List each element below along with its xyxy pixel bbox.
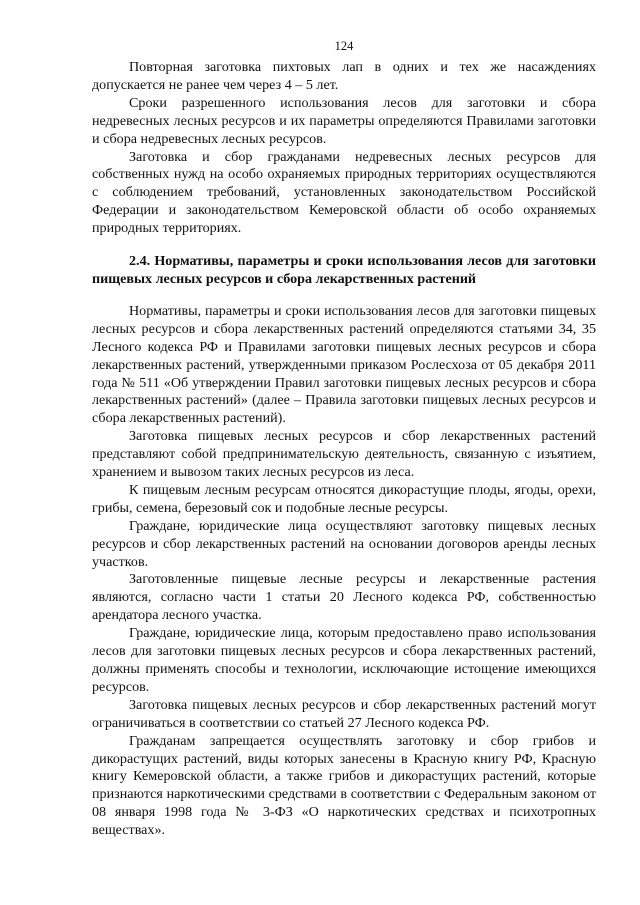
paragraph: К пищевым лесным ресурсам относятся дикорастущие плоды, ягоды, орехи, грибы, семена, березовый сок и подобные лесные ресурсы. [92, 481, 596, 516]
paragraph: Гражданам запрещается осуществлять заготовку и сбор грибов и дикорастущих растений, виды которых занесены в Красную книгу РФ, Красную книгу Кемеровской области, а также грибов и дикорастущих растений, которые признаются наркотическими средствами в соответствии с Федеральным законом от 08 января 1998 года № 3-ФЗ «О наркотических средствах и психотропных веществах». [92, 732, 596, 839]
paragraph: Заготовка пищевых лесных ресурсов и сбор лекарственных растений представляют собой предпринимательскую деятельность, связанную с изъятием, хранением и вывозом таких лесных ресурсов из леса. [92, 428, 596, 481]
paragraph: Граждане, юридические лица осуществляют заготовку пищевых лесных ресурсов и сбор лекарственных растений на основании договоров аренды лесных участков. [92, 517, 596, 570]
document-body [92, 59, 596, 840]
page-number: 124 [334, 39, 354, 53]
paragraph: Граждане, юридические лица, которым предоставлено право использования лесов для заготовки пищевых лесных ресурсов и сбора лекарственных растений, должны применять способы и технологии, исключающие истощение имеющихся ресурсов. [92, 625, 596, 695]
paragraph: Заготовка пищевых лесных ресурсов и сбор лекарственных растений могут ограничиваться в соответствии со статьей 27 Лесного кодекса РФ. [92, 696, 596, 731]
paragraph: Заготовка и сбор гражданами недревесных лесных ресурсов для собственных нужд на особо охраняемых природных территориях осуществляются с соблюдением требований, установленных законодательством Российской Федерации и законодательством Кемеровской области об особо охраняемых природных территориях. [92, 148, 596, 237]
section-heading: 2.4. Нормативы, параметры и сроки использования лесов для заготовки пищевых лесных ресурсов и сбора лекарственных растений [92, 253, 596, 287]
paragraph: Нормативы, параметры и сроки использования лесов для заготовки пищевых лесных ресурсов и сбора лекарственных растений определяются статьями 34, 35 Лесного кодекса РФ и Правилами заготовки пищевых лесных ресурсов и сбора лекарственных растений, утвержденными приказом Рослесхоза от 05 декабря 2011 года № 511 «Об утверждении Правил заготовки пищевых лесных ресурсов и сбора лекарственных растений» (далее – Правила заготовки пищевых лесных ресурсов и сбора лекарственных растений). [92, 302, 596, 427]
paragraph: Повторная заготовка пихтовых лап в одних и тех же насаждениях допускается не ранее чем через 4 – 5 лет. [92, 59, 596, 93]
paragraph: Заготовленные пищевые лесные ресурсы и лекарственные растения являются, согласно части 1 статьи 20 Лесного кодекса РФ, собственностью арендатора лесного участка. [92, 571, 596, 624]
paragraph: Сроки разрешенного использования лесов для заготовки и сбора недревесных лесных ресурсов и их параметры определяются Правилами заготовки и сбора недревесных лесных ресурсов. [92, 94, 596, 147]
